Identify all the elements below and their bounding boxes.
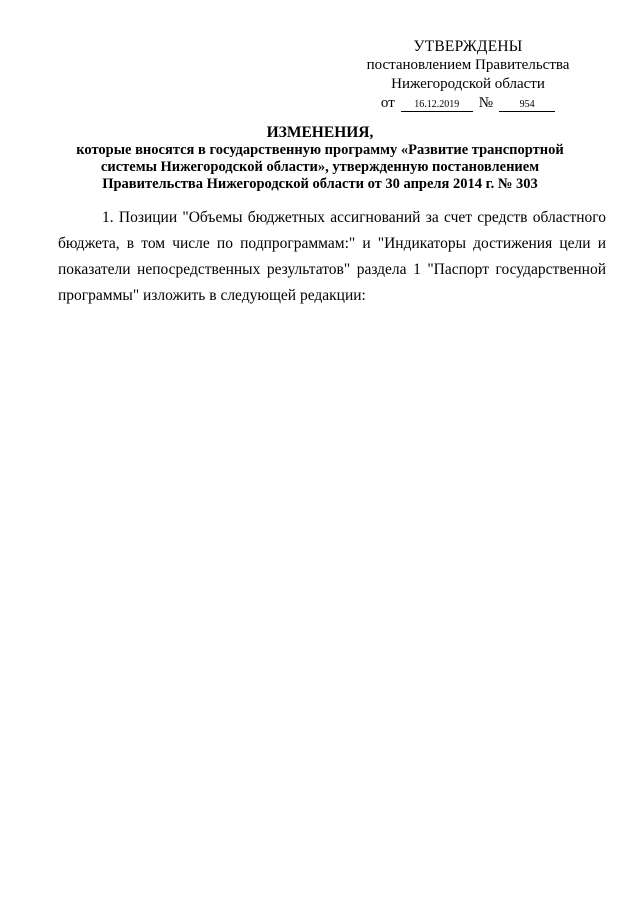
title-subtitle: которые вносятся в государственную программу «Развитие транспортной системы Нижегородской области», утвержденную постановлением Правительства Нижегородской области от 30 апреля 2014 г. № 303 — [76, 142, 564, 192]
approval-number-sign: № — [478, 95, 494, 111]
approval-date: 16.12.2019 — [401, 99, 473, 112]
approval-date-line — [356, 94, 580, 113]
paragraph-1: 1. Позиции "Объемы бюджетных ассигнований за счет средств областного бюджета, в том числе по подпрограммам:" и "Индикаторы достижения цели и показатели непосредственных результатов" раздела 1 "Паспорт государственной программы" изложить в следующей редакции: — [58, 209, 606, 304]
document-title — [50, 124, 590, 193]
approval-stamp — [356, 37, 580, 113]
approval-heading: УТВЕРЖДЕНЫ — [413, 38, 523, 55]
title-main: ИЗМЕНЕНИЯ, — [266, 124, 374, 141]
approval-line-1: постановлением Правительства — [366, 57, 570, 73]
approval-date-prefix: от — [380, 95, 395, 111]
approval-number: 954 — [499, 99, 555, 112]
approval-line-2: Нижегородской области — [391, 76, 545, 92]
